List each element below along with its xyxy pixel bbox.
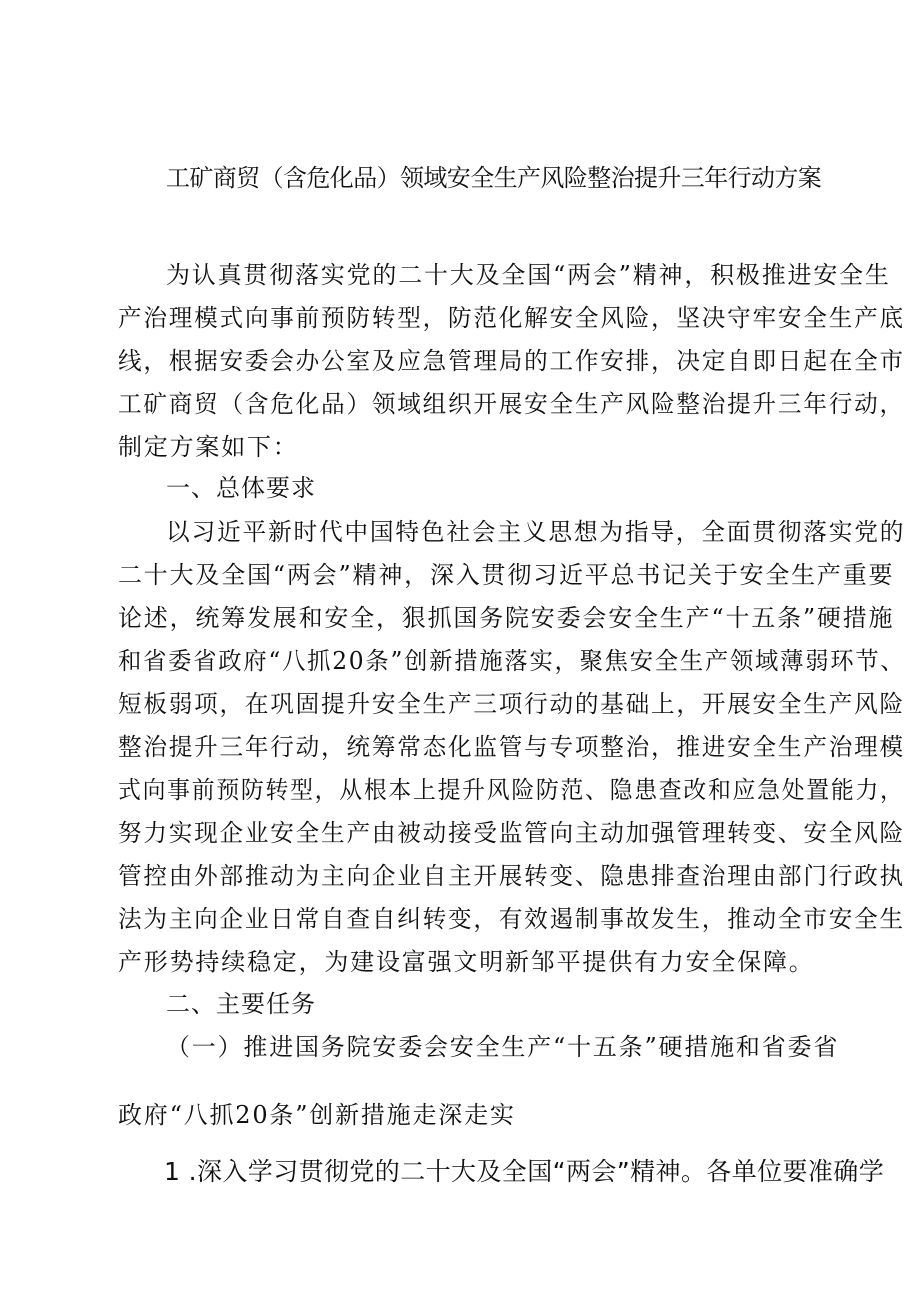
section1-line-2: 二十大及全国“两会”精神，深入贯彻习近平总书记关于安全生产重要 <box>118 561 895 589</box>
intro-line-1: 为认真贯彻落实党的二十大及全国“两会”精神，积极推进安全生 <box>166 261 891 289</box>
document-title: 工矿商贸（含危化品）领域安全生产风险整治提升三年行动方案 <box>166 164 822 192</box>
intro-line-3: 线，根据安委会办公室及应急管理局的工作安排，决定自即日起在全市 <box>118 347 905 375</box>
section-heading-1: 一、总体要求 <box>166 474 316 502</box>
intro-line-5: 制定方案如下： <box>118 433 299 461</box>
section1-line-1: 以习近平新时代中国特色社会主义思想为指导，全面贯彻落实党的 <box>166 518 906 546</box>
section1-line-10: 法为主向企业日常自查自纠转变，有效遏制事故发生，推动全市安全生 <box>118 905 905 933</box>
section1-line-6: 整治提升三年行动，统筹常态化监管与专项整治，推进安全生产治理模 <box>118 733 905 761</box>
subsection1-line-1: （一）推进国务院安委会安全生产“十五条”硬措施和省委省 <box>166 1033 840 1061</box>
section1-line-3: 论述，统筹发展和安全，狠抓国务院安委会安全生产“十五条”硬措施 <box>118 604 895 632</box>
subsection1-line-2: 政府“八抓20条”创新措施走深走实 <box>118 1101 516 1129</box>
section1-line-5: 短板弱项，在巩固提升安全生产三项行动的基础上，开展安全生产风险 <box>118 690 905 718</box>
section-heading-2: 二、主要任务 <box>166 990 316 1018</box>
section1-line-8: 努力实现企业安全生产由被动接受监管向主动加强管理转变、安全风险 <box>118 819 905 847</box>
section1-line-4: 和省委省政府“八抓20条”创新措施落实，聚焦安全生产领域薄弱环节、 <box>118 647 906 675</box>
section1-line-11: 产形势持续稳定，为建设富强文明新邹平提供有力安全保障。 <box>118 948 815 976</box>
section1-line-9: 管控由外部推动为主向企业自主开展转变、隐患排查治理由部门行政执 <box>118 862 905 890</box>
section1-line-7: 式向事前预防转型，从根本上提升风险防范、隐患查改和应急处置能力， <box>118 776 905 804</box>
intro-line-4: 工矿商贸（含危化品）领域组织开展安全生产风险整治提升三年行动， <box>118 390 905 418</box>
intro-line-2: 产治理模式向事前预防转型，防范化解安全风险，坚决守牢安全生产底 <box>118 304 905 332</box>
item-1-line: 1 .深入学习贯彻党的二十大及全国“两会”精神。各单位要准确学 <box>164 1157 885 1186</box>
